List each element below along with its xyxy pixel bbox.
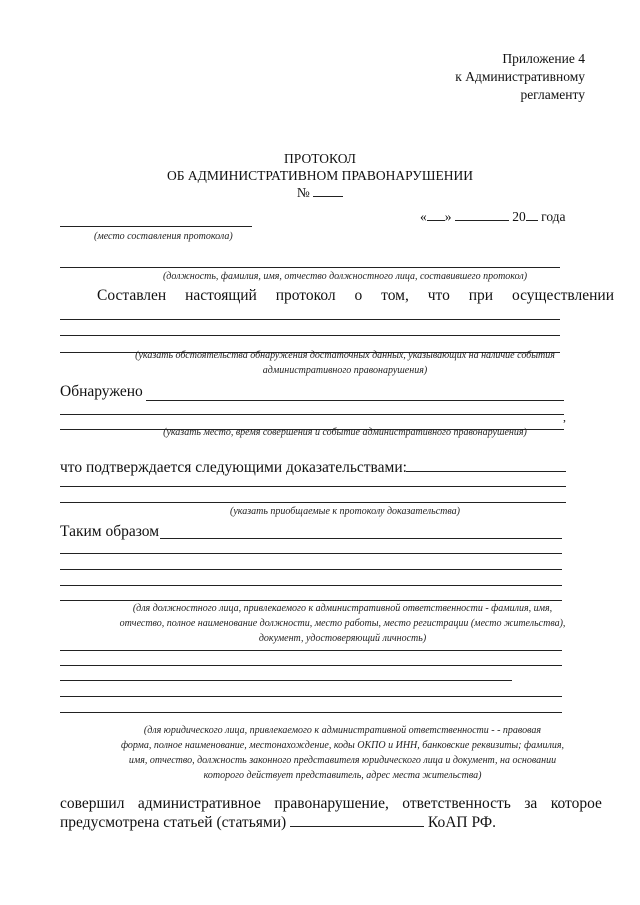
detected-field-2[interactable] [60,414,564,415]
composed-word: том, [381,287,409,304]
person-caption-line-2: отчество, полное наименование должности, место работы, место регистрации (место жительства), [119,618,566,629]
thus-field-1[interactable] [160,538,562,539]
official-field[interactable] [60,267,560,268]
committed-word: за [524,795,538,812]
title-line-2: ОБ АДМИНИСТРАТИВНОМ ПРАВОНАРУШЕНИИ [167,168,473,183]
provided-prefix: предусмотрена статьей (статьями) [60,814,287,831]
person-caption-line-1: (для должностного лица, привлекаемого к административной ответственности - фамилия, имя, [132,603,553,614]
composed-word: осуществлении [511,287,614,304]
provided-sentence [60,814,496,832]
thus-field-2[interactable] [60,553,562,554]
committed-word: административное [137,795,261,812]
composed-sentence [97,287,614,305]
composed-word: что [427,287,450,304]
number-field[interactable] [313,196,343,197]
article-field[interactable] [290,826,424,827]
person-caption-line-3: документ, удостоверяющий личность) [258,633,427,644]
circumstances-field-1[interactable] [60,319,560,320]
evidence-field-1[interactable] [406,471,566,472]
evidence-label: что подтверждается следующими доказательствами: [60,459,407,476]
circumstances-caption-line-2: административного правонарушения) [262,365,428,376]
day-open-quote: « [420,209,427,224]
appendix-line-1: Приложение 4 [502,51,585,66]
evidence-caption: (указать приобщаемые к протоколу доказательства) [230,506,460,517]
composed-word: Составлен [97,287,167,304]
legal-caption-line-1: (для юридического лица, привлекаемого к административной ответственности - - правовая [143,725,542,736]
circumstances-caption [60,348,630,378]
committed-word: правонарушение, [274,795,389,812]
person-field-2[interactable] [60,665,562,666]
person-field-5[interactable] [60,712,562,713]
legal-caption-line-2: форма, полное наименование, местонахождение, коды ОКПО и ИНН, банковские реквизиты; фамилия, [120,740,565,751]
person-field-3[interactable] [60,680,512,681]
title-line-1: ПРОТОКОЛ [284,151,356,166]
composed-word: протокол [275,287,336,304]
official-caption: (должность, фамилия, имя, отчество должностного лица, составившего протокол) [162,271,528,282]
detected-label: Обнаружено [60,383,143,400]
appendix-block [455,50,585,104]
thus-field-3[interactable] [60,569,562,570]
committed-word: ответственность [402,795,511,812]
legal-entity-caption [55,723,630,783]
committed-word: совершил [60,795,125,812]
month-field[interactable] [455,220,509,221]
year-field[interactable] [526,220,538,221]
document-title [0,150,640,201]
place-field[interactable] [60,226,252,227]
year-suffix: года [541,209,566,224]
protocol-number [0,184,640,201]
composed-word: о [354,287,363,304]
composed-word: при [468,287,494,304]
person-caption [55,601,630,646]
day-close-quote: » [444,209,452,224]
circumstances-field-2[interactable] [60,335,560,336]
committed-sentence [60,795,602,813]
evidence-field-3[interactable] [60,502,566,503]
place-caption: (место составления протокола) [94,231,233,242]
year-prefix: 20 [512,209,526,224]
detected-field-1[interactable] [146,400,564,401]
committed-word: которое [550,795,602,812]
thus-label: Таким образом [60,523,160,540]
comma-mark: , [563,410,566,424]
detected-caption: (указать место, время совершения и событие административного правонарушения) [163,427,527,438]
legal-caption-line-4: которого действует представитель, адрес места жительства) [203,770,482,781]
provided-suffix: КоАП РФ. [427,814,496,831]
circumstances-caption-line-1: (указать обстоятельства обнаружения достаточных данных, указывающих на наличие события [135,350,555,361]
thus-field-4[interactable] [60,585,562,586]
number-sign: № [296,185,310,200]
day-field[interactable] [427,220,445,221]
legal-caption-line-3: имя, отчество, должность законного представителя юридического лица и документ, на основании [128,755,557,766]
person-field-1[interactable] [60,650,562,651]
date-row [420,209,566,225]
appendix-line-2: к Административному [455,69,585,84]
person-field-4[interactable] [60,696,562,697]
appendix-line-3: регламенту [520,87,585,102]
composed-word: настоящий [185,287,257,304]
evidence-field-2[interactable] [60,486,566,487]
